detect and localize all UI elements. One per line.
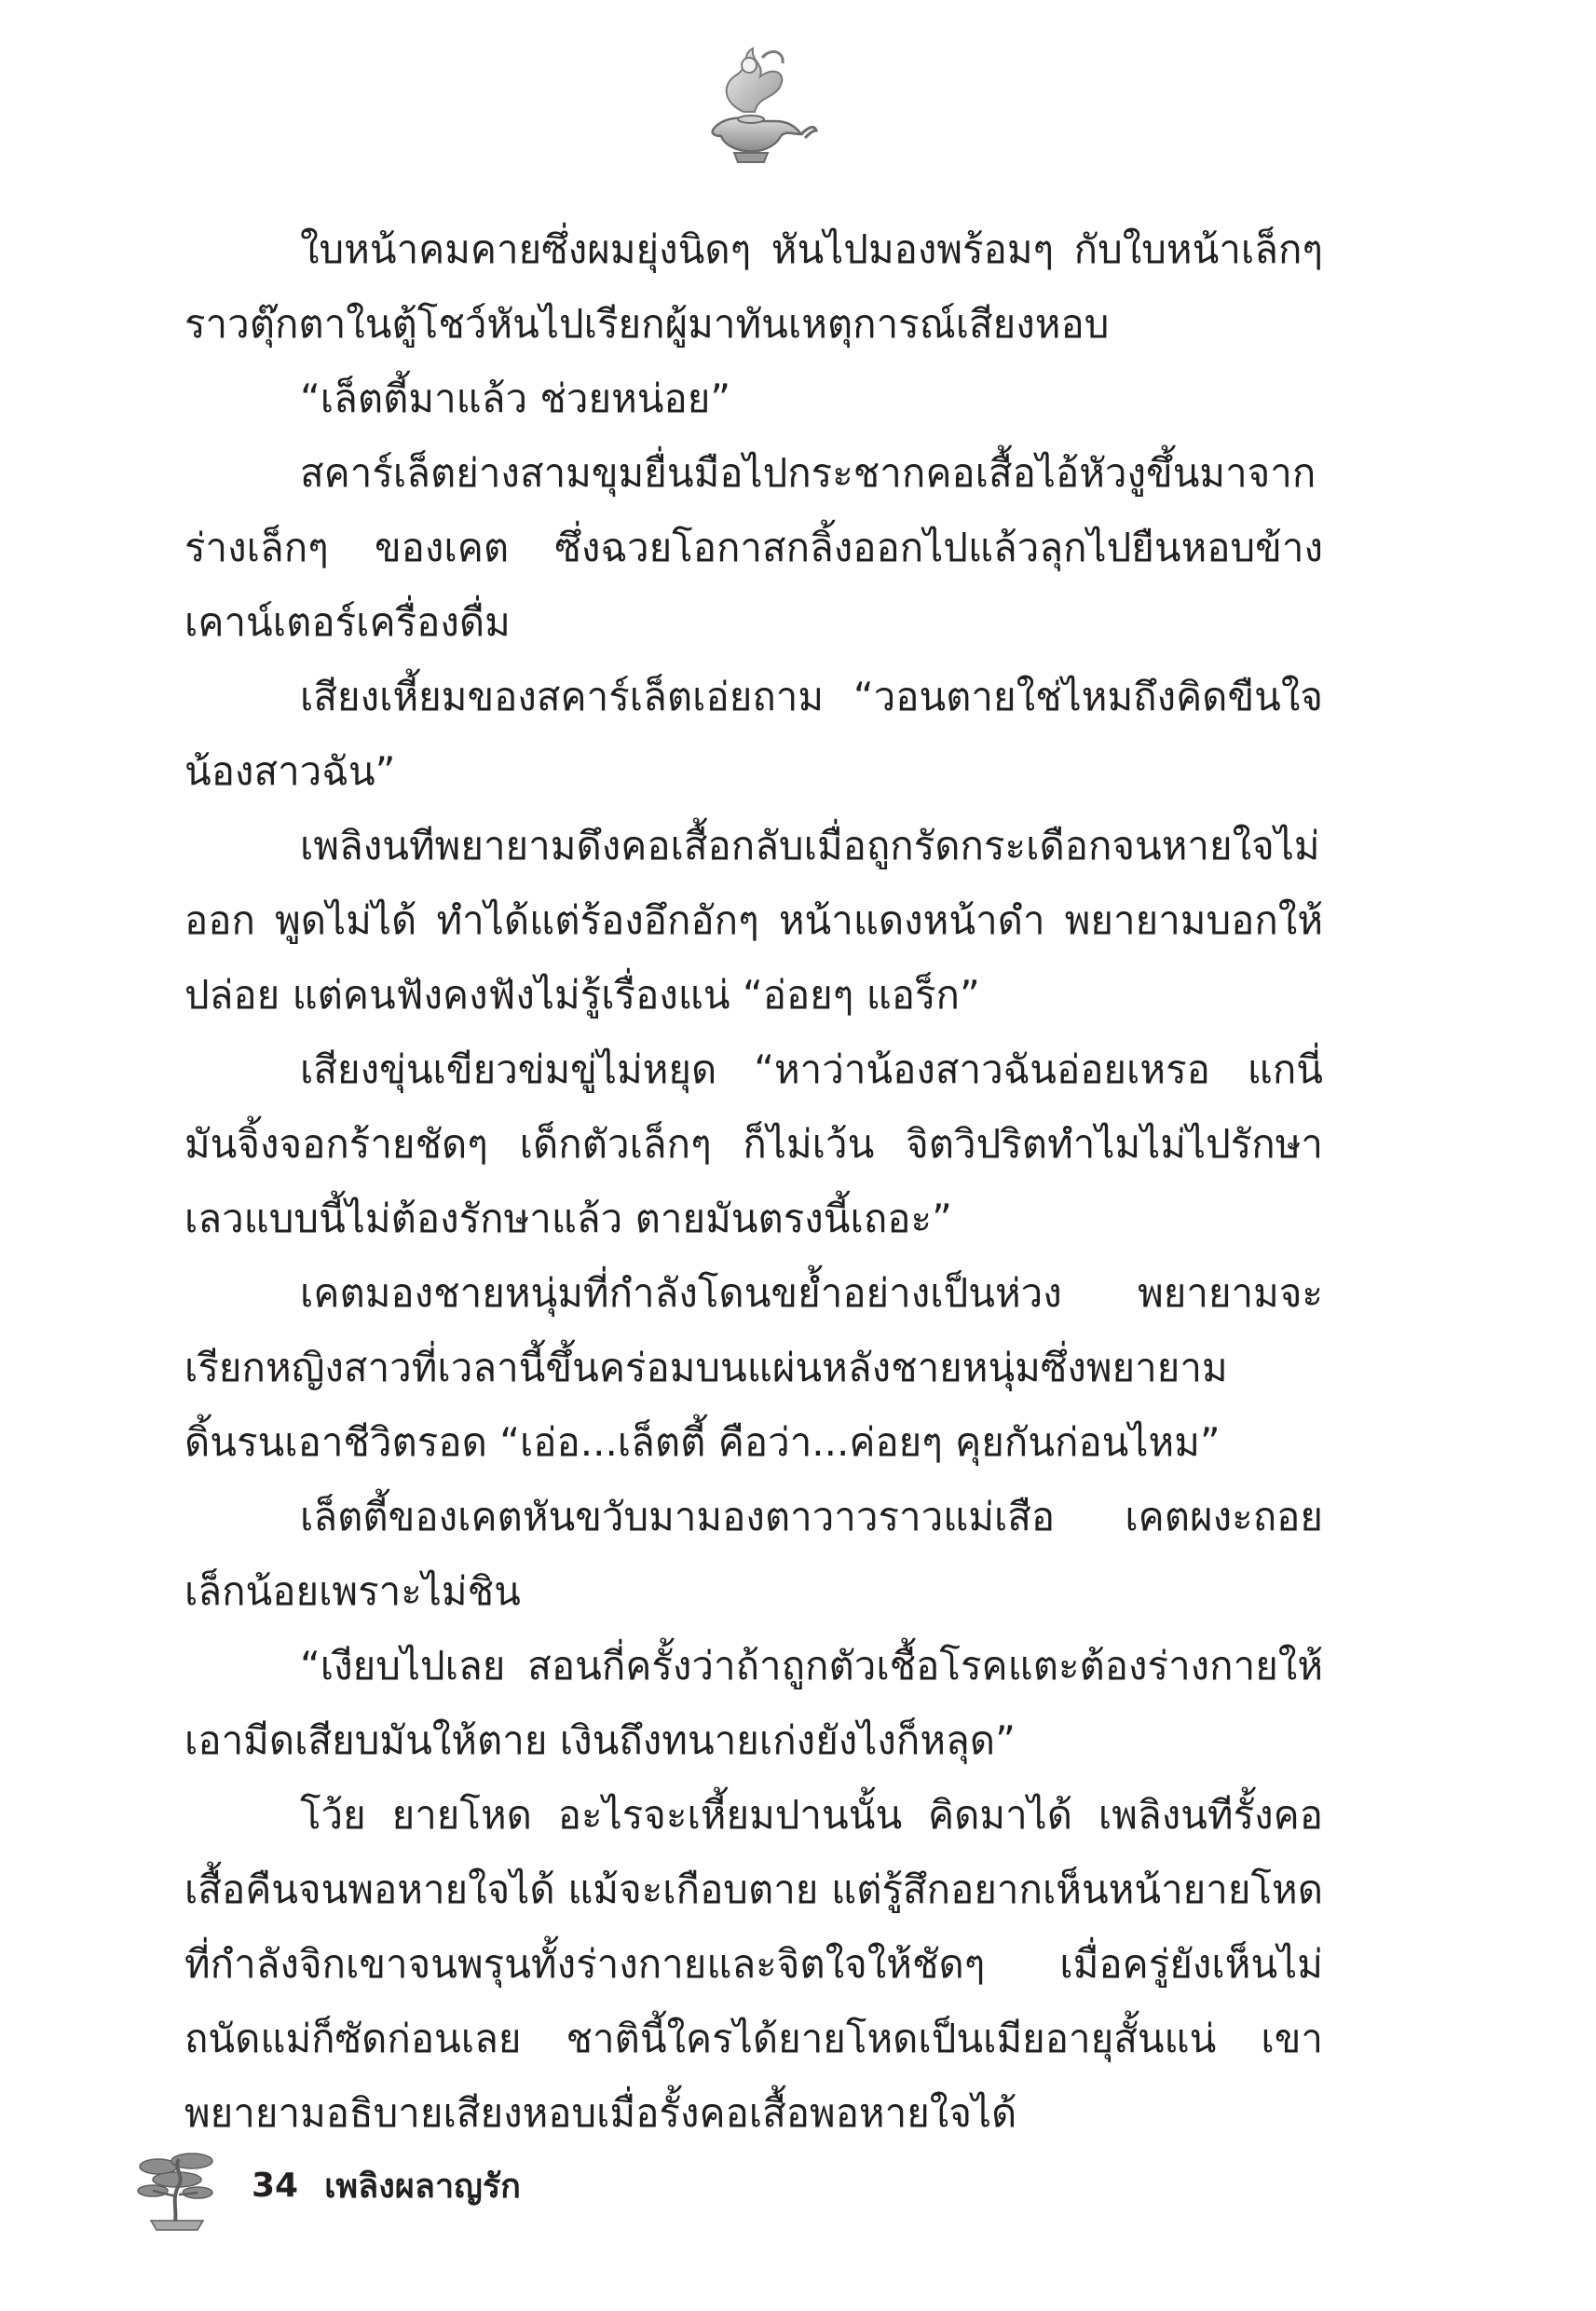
paragraph: โว้ย ยายโหด อะไรจะเหี้ยมปานนั้น คิดมาได้ เพลิงนทีรั้งคอเสื้อคืนจนพอหายใจได้ แม้จะเกือบตาย แต่รู้สึกอยากเห็นหน้ายายโหดที่กำลังจิกเขาจนพรุนทั้งร่างกายและจิตใจให้ชัดๆ เมื่อครู่ยังเห็นไม่ถนัดแม่ก็ซัดก่อนเลย ชาตินี้ใครได้ยายโหดเป็นเมียอายุสั้นแน่ เขาพยายามอธิบายเสียงหอบเมื่อรั้งคอเสื้อพอหายใจได้ [184,1792,1323,2136]
paragraph: “เล็ตตี้มาแล้ว ช่วยหน่อย” [300,376,731,421]
paragraph: เพลิงนทีพยายามดึงคอเสื้อกลับเมื่อถูกรัดกระเดือกจนหายใจไม่ออก พูดไม่ได้ ทำได้แต่ร้องอึกอักๆ หน้าแดงหน้าดำ พยายามบอกให้ปล่อย แต่คนฟังคงฟังไม่รู้เรื่องแน่ “อ่อยๆ แอร็ก” [184,823,1323,1018]
paragraph: เล็ตตี้ของเคตหันขวับมามองตาวาวราวแม่เสือ เคตผงะถอยเล็กน้อยเพราะไม่ชิน [184,1494,1323,1614]
paragraph: เคตมองชายหนุ่มที่กำลังโดนขย้ำอย่างเป็นห่วง พยายามจะเรียกหญิงสาวที่เวลานี้ขึ้นคร่อมบนแผ่นหลังชายหนุ่มซึ่งพยายามดิ้นรนเอาชีวิตรอด “เอ่อ...เล็ตตี้ คือว่า...ค่อยๆ คุยกันก่อนไหม” [184,1270,1323,1465]
paragraph: เสียงเหี้ยมของสคาร์เล็ตเอ่ยถาม “วอนตายใช่ไหมถึงคิดขืนใจน้องสาวฉัน” [184,674,1323,794]
paragraph: เสียงขุ่นเขียวข่มขู่ไม่หยุด “หาว่าน้องสาวฉันอ่อยเหรอ แกนี่มันจิ้งจอกร้ายชัดๆ เด็กตัวเล็กๆ ก็ไม่เว้น จิตวิปริตทำไมไม่ไปรักษา เลวแบบนี้ไม่ต้องรักษาแล้ว ตายมันตรงนี้เถอะ” [184,1046,1323,1241]
page-number: 34 [252,2166,299,2205]
paragraph: ใบหน้าคมคายซึ่งผมยุ่งนิดๆ หันไปมองพร้อมๆ กับใบหน้าเล็กๆ ราวตุ๊กตาในตู้โชว์หันไปเรียกผู้มาทันเหตุการณ์เสียงหอบ [184,226,1323,347]
paragraph: “เงียบไปเลย สอนกี่ครั้งว่าถ้าถูกตัวเชื้อโรคแตะต้องร่างกายให้เอามีดเสียบมันให้ตาย เงินถึงทนายเก่งยังไงก็หลุด” [184,1643,1323,1763]
chapter-body [184,212,1323,2151]
page-footer [130,2134,521,2236]
bonsai-tree-icon [130,2139,224,2232]
paragraph: สคาร์เล็ตย่างสามขุมยื่นมือไปกระชากคอเสื้อไอ้หัวงูขึ้นมาจากร่างเล็กๆ ของเคต ซึ่งฉวยโอกาสกลิ้งออกไปแล้วลุกไปยืนหอบข้างเคาน์เตอร์เครื่องดื่ม [184,450,1323,645]
genie-lamp-icon [686,37,825,177]
book-title: เพลิงผลาญรัก [324,2167,521,2206]
